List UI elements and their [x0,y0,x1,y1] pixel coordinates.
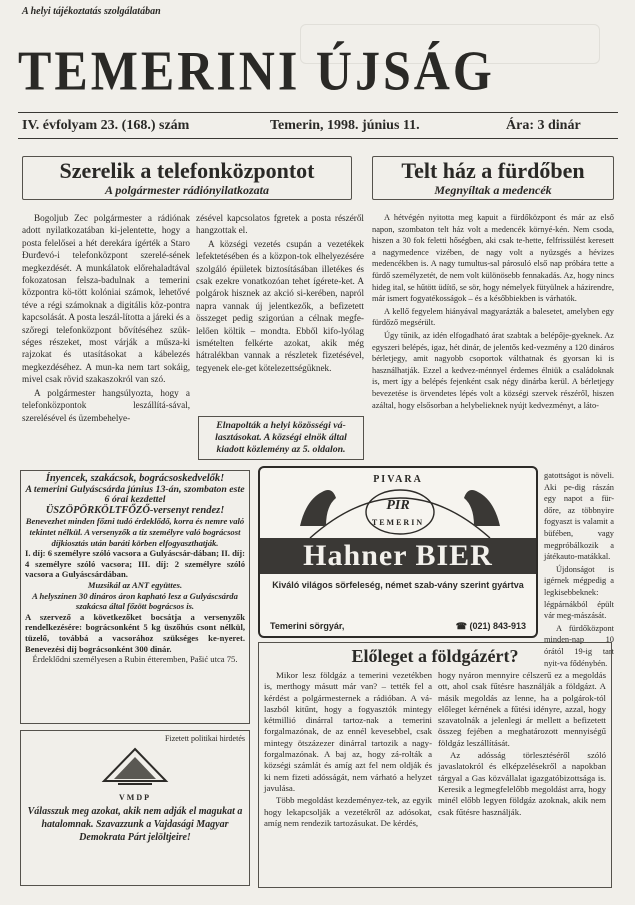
event-ad-headline: Ínyencek, szakácsok, bográcsoskedvelők! [45,473,225,484]
paragraph: Bogoljub Zec polgármester a rádiónak adott nyilatkozatában ki-jelentette, hogy a posta felelősei a hét derekára ígérték a Staro Đurđevó-i telefonközpont szerelé-sének megkezdését. A munkálatok előrehaladtával fokozatosan felsza-badulnak a temerini központra kö-tött kolóniai számok, lehetővé téve a régi számoknak a digitális köz-pontra kapcsolását. A posta leszál-lította a járeki és a szőregi telefonközpont bővítéséhez szük-séges részeket, most várják a műsza-ki rajzokat és utasításokat a kábelezés megkezdéséhez. A mun-ka nem tart sokáig, mivel csak rövid szakaszokról van szó. [22,213,190,385]
paragraph: hogy nyáron mennyire célszerű ez a megoldás ott, ahol csak fűtésre használják a földgázt. A másik megoldás az lenne, ha a polgárok-tól előleget kérnének a fűtési idényre, azzal, hogy szavatolnák a jelenlegi ár mellett a befizetett összeg fejében a meghatározott mennyiségű földgáz leszállítását. [438,670,606,748]
article2-headline [372,156,614,200]
beer-ad-phone: ☎ (021) 843-913 [455,621,526,631]
dateline: Temerin, 1998. június 11. [270,118,420,133]
article3-title: Előleget a földgázért? [351,646,519,666]
paragraph: zésével kapcsolatos fgretek a posta részéről hangzottak el. [196,213,364,236]
event-ad [20,470,250,724]
event-ad-food: A helyszínen 30 dináros áron kapható lesz a Gulyáscsárda szakácsa által főzött bográcsos is. [32,590,238,612]
article3-column2 [438,670,606,819]
article2-title: Telt ház a fürdőben [401,158,585,183]
political-ad-logo-text: VMDP [119,792,151,802]
election-note: Elnapolták a helyi közösségi vá-lasztásokat. A községi elnök által kiadott közlemény az 5. oldalon. [198,416,364,460]
article1-title: Szerelik a telefonközpontot [59,158,315,183]
article1-subtitle: A polgármester rádiónyilatkozata [104,183,269,197]
event-ad-rules: Benevezhet minden főzni tudó érdeklődő, korra és nemre való tekintet nélkül. A versenyzők a tiz személyre való bográcsost díjkiosztás után baráti körben elfogyaszthatják. [25,516,245,548]
event-ad-prizes: I. díj: 6 személyre szóló vacsora a Gulyáscsár-dában; II. díj: 4 személyre szóló vacsora; III. díj: 2 személyre szóló vacsora a Gulyáscsárdában. [25,548,245,580]
beer-ad-town: TEMERIN [371,518,425,527]
paragraph: A községi vezetés csupán a vezetékek lefektetésében és a közpon-tok elhelyezésére szolgáló épületek biztosításában illetékes és csak ezekre vonatkozóan tehet ígérete-ket. A polgárok hisznek az akció si-kerében, napról napra vannak új jelentkezők, a befizetett összeget pedig szigorúan a célnak megfe-lelően költik – mondta. Ebből kifo-lyólag ismételten felkérte azokat, akik még hátralékban vannak a részletek fizetésével, tegyenek ele-get kötelezettségüknek. [196,238,364,373]
event-ad-music: Muzsikál az ANT együttes. [87,579,183,590]
dateline-rule [18,138,618,139]
vmdp-logo-icon [100,747,170,793]
masthead-rule [18,112,618,113]
masthead-title: TEMERINI ÚJSÁG [18,39,495,102]
article3-column1 [264,670,432,830]
paragraph: Mikor lesz földgáz a temerini vezetékben is, merthogy másutt már van? – tették fel a kérdést a polgármesternek a rádióban. A vá-laszból kitűnt, hogy a fogyasztók mintegy kétmillió dinárral tartoz-nak a temerini forgalmazónak, de az ennél kevesebbel, csak mintegy ötszázezer dinárral tartozik a nagy-forgalmazónak. A baj az, hogy zá-rolták a községi számlát és amíg azt fel nem oldják és ki nem fizeti adósságát, nem várható a helyzet javulása. [264,670,432,793]
paragraph: A fürdőközpont minden-nap 10 órától 19-ig tart nyit-va fődénybén. [544,623,614,668]
event-ad-contest: ÜSZÖPÖRKÖLTFŐZŐ-versenyt rendez! [45,504,225,516]
price: Ára: 3 dinár [506,118,581,133]
article1-headline [22,156,352,200]
article1-column1 [22,212,190,425]
political-ad-text: Válasszuk meg azokat, akik nem adják el magukat a hatalomnak. Szavazzunk a Vajdasági Magyar Demokrata Párt jelöltjeire! [27,806,243,844]
paragraph: A hétvégén nyitotta meg kapuit a fürdőközpont és már az első napon, szombaton telt ház volt a medencék környé-kén. Nem csoda, hiszen a 30 fok feletti hőségben, aki csak te-hette, felfrissülést keresett a nagymedence vizében, de nagy volt a nyüzsgés a hévizes medencékben is. A nagy tumultus-sal párosuló első nap próbára tette a fürdő személyzetét, de nem volt különösebb fennakadás. Az, hogy nincs hideg ital, se hűtött üdítő, se sör, hogy némelyek fütyülnek a házirendre, már ismert fogyatékosságok – és a későbbiekben is várhatók. [372,213,614,304]
beer-ad [258,466,538,638]
beer-ad-contact [260,621,536,632]
paragraph: gatottságot is növeli. Aki pe-dig rászán egy napot a für-dőre, az többnyire fogyaszt is valamit a büfében, vagy megpróbálkozik a játékauto-matákkal. [544,471,614,562]
issue-number: IV. évfolyam 23. (168.) szám [22,118,190,133]
event-ad-contact: Érdeklődni személyesen a Rubin étteremben, Pašić utca 75. [32,654,238,665]
article2-body-continued [544,470,614,670]
article2-body [372,212,614,412]
political-ad [20,730,250,886]
paragraph: Az adósság törlesztéséről szóló javaslatokról és elképzelésekről a napokban tárgyal a Gas közvállalat igazgatóbizottsága is. Keresik a legmegfelelőbb megoldást arra, hogy minél előbb legyen földgáz azoknak, akik nem csak fűtésre használják. [438,750,606,817]
beer-ad-company: Temerini sörgyár, [270,621,345,631]
paragraph: Újdonságot is igérnek mégpedig a legkisebbeknek: légpárnákból épült vár meg-mászását. [544,564,614,621]
article2-subtitle: Megnyíltak a medencék [434,183,552,197]
paragraph: Több megoldást kezdeményez-tek, az egyik hogy lekapcsolják a vezetékről az adósokat, amíg nem rendezik tartozásukat. De kérdés, [264,795,432,828]
paragraph: A polgármester hangsúlyozta, hogy a telefonközpontok leszállítá-sával, szerelésével és üzembehelye- [22,387,190,423]
article1-column2 [196,212,364,375]
paragraph: A kellő fegyelem hiányával magyarázták a balesetet, amelyben egy fürdőző megsérült. [372,306,614,328]
event-ad-supplies: A szervező a következőket bocsátja a versenyzők rendelkezésére: bográcsonként 5 kg üszőhús csont nélkül, tüzelő, továbbá a vacsorához szükséges ke-nyeret. Benevezési díj bográcsonként 300 dinár. [25,611,245,654]
event-ad-date: A temerini Gulyáscsárda június 13-án, szombaton este 6 órai kezdettel [25,483,245,506]
tagline: A helyi tájékoztatás szolgálatában [22,6,161,17]
paragraph: Úgy tűnik, az idén elfogadható árat szabtak a belépője-gyeknek. Az egyszeri belépés, igaz, hét dinár, de jelentős ked-vezmény a 120 dináros bérletjegy, amit nagyobb csoportok válthatnak és gyorsan ki is használhatják. Ezzel a kedvez-ménnyel érdemes élniük a családoknak is, mert így a belépés fejenként csak négy dinárba kerül. A bérletjegy bevezetése is örvendetes lépés volt a községi szervek részéről, hiszen azáltal, hogy elsősorban a helybelieknek nyújt kedvezményt, a láto- [372,330,614,410]
beer-ad-logo: PIR [386,498,410,513]
political-ad-label: Fizetett politikai hirdetés [165,734,245,743]
beer-ad-brewery-word: PIVARA [373,474,423,485]
beer-ad-brand: Hahner BIER [260,538,536,574]
beer-ad-tagline: Kiváló világos sörfeleség, német szab-vány szerint gyártva [272,580,524,590]
